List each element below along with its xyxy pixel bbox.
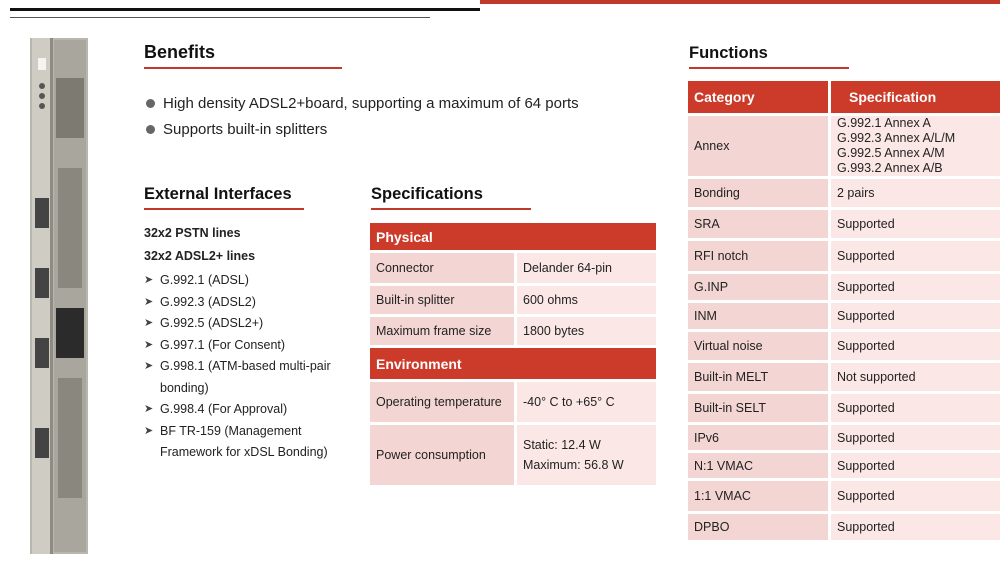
list-item: ➤ G.997.1 (For Consent) <box>144 335 354 357</box>
table-row: N:1 VMAC Supported <box>688 453 1000 478</box>
table-row: INM Supported <box>688 303 1000 329</box>
benefits-underline <box>144 67 342 69</box>
list-item: ➤ G.998.4 (For Approval) <box>144 399 354 421</box>
list-item: 32x2 ADSL2+ lines <box>144 249 256 263</box>
list-item: ➤ G.992.3 (ADSL2) <box>144 292 354 314</box>
top-accent-bar <box>480 0 1000 4</box>
external-interfaces-title: External Interfaces <box>144 185 292 203</box>
table-row: Bonding 2 pairs <box>688 179 1000 207</box>
arrow-icon: ➤ <box>144 317 154 329</box>
functions-underline <box>689 67 849 69</box>
table-row: RFI notch Supported <box>688 241 1000 271</box>
bullet-icon <box>146 125 155 134</box>
table-row: Annex G.992.1 Annex A G.992.3 Annex A/L/M G.992.5 Annex A/M G.993.2 Annex A/B <box>688 116 1000 176</box>
table-row: Built-in splitter 600 ohms <box>370 286 656 314</box>
benefits-list <box>146 90 579 142</box>
section-header-physical: Physical <box>370 223 656 250</box>
list-item: Supports built-in splitters <box>146 116 579 142</box>
table-row: DPBO Supported <box>688 514 1000 540</box>
arrow-icon: ➤ <box>144 338 154 351</box>
table-row: Virtual noise Supported <box>688 332 1000 360</box>
arrow-icon: ➤ <box>144 424 154 437</box>
table-row: 1:1 VMAC Supported <box>688 481 1000 511</box>
list-item: ➤ G.992.5 (ADSL2+) <box>144 313 354 335</box>
list-item: ➤ G.998.1 (ATM-based multi-pair bonding) <box>144 356 354 399</box>
top-rule-thin <box>10 17 430 18</box>
table-row: Power consumption Static: 12.4 W Maximum: 56.8 W <box>370 425 656 485</box>
specifications-title: Specifications <box>371 185 483 203</box>
table-row: G.INP Supported <box>688 274 1000 300</box>
table-header: Category Specification <box>688 81 1000 113</box>
functions-title: Functions <box>689 44 768 62</box>
list-item: 32x2 PSTN lines <box>144 226 241 240</box>
table-row: SRA Supported <box>688 210 1000 238</box>
table-row: Connector Delander 64-pin <box>370 253 656 283</box>
specifications-table <box>370 220 656 488</box>
table-row: Built-in SELT Supported <box>688 394 1000 422</box>
bullet-icon <box>146 99 155 108</box>
list-item: High density ADSL2+board, supporting a maximum of 64 ports <box>146 90 579 116</box>
arrow-icon: ➤ <box>144 295 154 308</box>
arrow-icon: ➤ <box>144 403 154 415</box>
external-interfaces-list <box>144 224 354 464</box>
benefits-title: Benefits <box>144 42 216 62</box>
table-row: Operating temperature -40° C to +65° C <box>370 382 656 422</box>
section-header-environment: Environment <box>370 348 656 379</box>
table-row: Maximum frame size 1800 bytes <box>370 317 656 345</box>
specifications-underline <box>371 208 531 210</box>
functions-table <box>688 78 1000 543</box>
table-row: Built-in MELT Not supported <box>688 363 1000 391</box>
table-row: IPv6 Supported <box>688 425 1000 450</box>
external-underline <box>144 208 304 210</box>
list-item: ➤ G.992.1 (ADSL) <box>144 270 354 292</box>
top-rule <box>10 8 480 11</box>
adsl-board-image <box>30 38 88 554</box>
arrow-icon: ➤ <box>144 274 154 286</box>
list-item: ➤ BF TR-159 (Management Framework for xDSL Bonding) <box>144 421 354 464</box>
arrow-icon: ➤ <box>144 360 154 372</box>
